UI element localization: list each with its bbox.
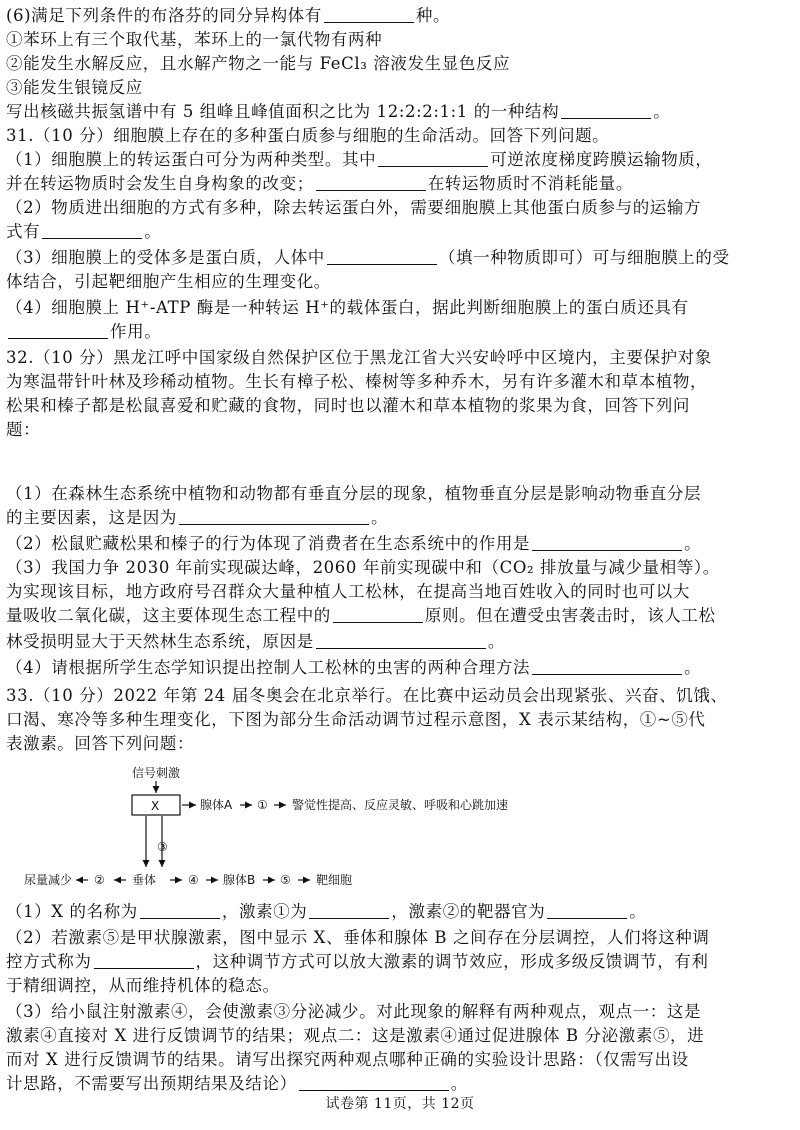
q31-1-cont-end: 在转运物质时不消耗能量。 xyxy=(427,174,634,193)
gland-b: 腺体B xyxy=(223,873,256,887)
q31-2-cont-end: 。 xyxy=(144,222,162,241)
answer-blank[interactable] xyxy=(327,248,437,265)
q33-stem-1: 33.（10 分）2022 年第 24 届冬奥会在北京举行。在比赛中运动员会出现紧张、兴奋、饥饿、 xyxy=(6,686,728,705)
q31-3-text: （3）细胞膜上的受体多是蛋白质，人体中 xyxy=(6,248,325,267)
q33-2-cont xyxy=(6,950,796,974)
answer-blank[interactable] xyxy=(316,632,486,649)
answer-blank[interactable] xyxy=(299,1074,449,1091)
q33-3: （3）给小鼠注射激素④，会使激素③分泌减少。对此现象的解释有两种观点，观点一：这是 xyxy=(6,1002,702,1021)
answer-blank[interactable] xyxy=(378,150,488,167)
q31-2-cont-text: 式有 xyxy=(6,222,41,241)
q31-1 xyxy=(6,148,796,172)
answer-blank[interactable] xyxy=(140,902,220,919)
q32-3-cont-1: 为实现该目标，地方政府号召群众大量种植人工松林，在提高当地百姓收入的同时也可以大 xyxy=(6,582,690,601)
q6-line xyxy=(6,4,796,28)
answer-blank[interactable] xyxy=(179,508,369,525)
q32-3-cont-end: 原则。但在遭受虫害袭击时，该人工松 xyxy=(424,606,716,625)
condition-2: ②能发生水解反应，且水解产物之一能与 FeCl₃ 溶液发生显色反应 xyxy=(6,54,511,73)
q33-3-end: 。 xyxy=(450,1074,468,1093)
q32-1: （1）在森林生态系统中植物和动物都有垂直分层的现象，植物垂直分层是影响动物垂直分层 xyxy=(6,484,702,503)
nmr-text: 写出核磁共振氢谱中有 5 组峰且峰值面积之比为 12:2:2:1:1 的一种结构 xyxy=(6,102,560,121)
q32-3: （3）我国力争 2030 年前实现碳达峰，2060 年前实现碳中和（CO₂ 排放量与减少量相等）。 xyxy=(6,558,720,577)
q32-3-reason-end: 。 xyxy=(487,632,505,651)
q32-1-cont xyxy=(6,506,796,530)
q33-3-cont-text: 计思路，不需要写出预期结果及结论） xyxy=(6,1074,297,1093)
hormone-1: ① xyxy=(257,798,268,812)
q32-4 xyxy=(6,656,796,680)
hormone-5: ⑤ xyxy=(280,873,291,887)
answer-blank[interactable] xyxy=(547,902,627,919)
q31-4-cont-end: 作用。 xyxy=(110,322,162,341)
nmr-question xyxy=(6,100,796,124)
q33-2-cont-end: ，这种调节方式可以放大激素的调节效应，形成多级反馈调节，有利 xyxy=(195,952,709,971)
answer-blank[interactable] xyxy=(532,534,682,551)
q33-2-cont-2: 于精细调控，从而维持机体的稳态。 xyxy=(6,976,280,995)
q33-1-text-c: ，激素②的靶器官为 xyxy=(391,902,546,921)
q33-2: （2）若激素⑤是甲状腺激素，图中显示 X、垂体和腺体 B 之间存在分层调控，人们将这种调 xyxy=(6,928,710,947)
q32-3-cont-3 xyxy=(6,630,796,654)
q32-4-end: 。 xyxy=(684,658,702,677)
hormone-2: ② xyxy=(94,873,105,887)
gland-a: 腺体A xyxy=(200,798,233,812)
q33-1-text: （1）X 的名称为 xyxy=(6,902,138,921)
q31-4-cont xyxy=(6,320,796,344)
q31-3 xyxy=(6,246,796,270)
q31-1-text-end: 可逆浓度梯度跨膜运输物质， xyxy=(490,150,713,169)
q33-3-cont-2: 而对 X 进行反馈调节的结果。请写出探究两种观点哪种正确的实验设计思路：（仅需写出设 xyxy=(6,1050,689,1069)
q31-3-cont: 体结合，引起靶细胞产生相应的生理变化。 xyxy=(6,272,331,291)
answer-blank[interactable] xyxy=(333,606,423,623)
answer-blank[interactable] xyxy=(561,102,651,119)
q31-2: （2）物质进出细胞的方式有多种，除去转运蛋白外，需要细胞膜上其他蛋白质参与的运输方 xyxy=(6,198,702,217)
q33-2-cont-text: 控方式称为 xyxy=(6,952,92,971)
urine-label: 尿量减少 xyxy=(24,873,73,887)
answer-blank[interactable] xyxy=(316,174,426,191)
q33-1-end: 。 xyxy=(629,902,647,921)
q6-text-end: 种。 xyxy=(415,6,451,25)
answer-blank[interactable] xyxy=(324,6,414,23)
signal-label: 信号刺激 xyxy=(132,766,181,780)
effect-label: 警觉性提高、反应灵敏、呼吸和心跳加速 xyxy=(292,798,509,812)
q31-2-cont xyxy=(6,220,796,244)
q32-2-text: （2）松鼠贮藏松果和榛子的行为体现了消费者在生态系统中的作用是 xyxy=(6,534,531,553)
answer-blank[interactable] xyxy=(309,902,389,919)
answer-blank[interactable] xyxy=(532,658,682,675)
page-footer: 试卷第 11页，共 12页 xyxy=(325,1096,475,1112)
q32-stem-3: 松果和榛子都是松鼠喜爱和贮藏的食物，同时也以灌木和草本植物的浆果为食，回答下列问 xyxy=(6,396,690,415)
q33-stem-2: 口渴、寒冷等多种生理变化，下图为部分生命活动调节过程示意图，X 表示某结构，①~⑤代 xyxy=(6,710,706,729)
answer-blank[interactable] xyxy=(8,322,108,339)
x-label: X xyxy=(151,799,160,813)
q6-text: (6)满足下列条件的布洛芬的同分异构体有 xyxy=(6,6,322,25)
q32-2 xyxy=(6,532,796,556)
q32-3-cont-2 xyxy=(6,604,796,628)
q31-1-text: （1）细胞膜上的转运蛋白可分为两种类型。其中 xyxy=(6,150,377,169)
q32-4-text: （4）请根据所学生态学知识提出控制人工松林的虫害的两种合理方法 xyxy=(6,658,531,677)
condition-3: ③能发生银镜反应 xyxy=(6,78,143,97)
q32-stem-2: 为寒温带针叶林及珍稀动植物。生长有樟子松、榛树等多种乔木，另有许多灌木和草本植物， xyxy=(6,372,708,391)
q31-4: （4）细胞膜上 H⁺-ATP 酶是一种转运 H⁺的载体蛋白，据此判断细胞膜上的蛋白质还具有 xyxy=(6,298,689,317)
q33-1 xyxy=(6,900,796,924)
q31-stem: 31.（10 分）细胞膜上存在的多种蛋白质参与细胞的生命活动。回答下列问题。 xyxy=(6,126,610,145)
nmr-end: 。 xyxy=(653,102,671,121)
q33-3-cont-1: 激素④直接对 X 进行反馈调节的结果；观点二：这是激素④通过促进腺体 B 分泌激素⑤，进 xyxy=(6,1026,705,1045)
q32-3-reason: 林受损明显大于天然林生态系统，原因是 xyxy=(6,632,314,651)
q32-1-cont-end: 。 xyxy=(371,508,389,527)
regulation-diagram xyxy=(20,763,540,893)
q32-stem-4: 题： xyxy=(6,420,41,439)
pituitary: 垂体 xyxy=(132,873,157,887)
hormone-3: ③ xyxy=(157,840,168,854)
q32-stem-1: 32.（10 分）黑龙江呼中国家级自然保护区位于黑龙江省大兴安岭呼中区境内，主要保护对象 xyxy=(6,348,712,367)
condition-1: ①苯环上有三个取代基，苯环上的一氯代物有两种 xyxy=(6,30,383,49)
q33-stem-3: 表激素。回答下列问题： xyxy=(6,734,195,753)
answer-blank[interactable] xyxy=(94,952,194,969)
q32-1-cont-text: 的主要因素，这是因为 xyxy=(6,508,177,527)
q31-1-cont xyxy=(6,172,796,196)
target-cell: 靶细胞 xyxy=(316,873,353,887)
q32-2-end: 。 xyxy=(684,534,702,553)
q31-1-cont-text: 并在转运物质时会发生自身构象的改变； xyxy=(6,174,314,193)
q32-3-cont-text: 量吸收二氧化碳，这主要体现生态工程中的 xyxy=(6,606,331,625)
q31-3-text-end: （填一种物质即可）可与细胞膜上的受 xyxy=(438,248,730,267)
hormone-4: ④ xyxy=(188,873,199,887)
answer-blank[interactable] xyxy=(42,222,142,239)
q33-1-text-b: ，激素①为 xyxy=(221,902,308,921)
